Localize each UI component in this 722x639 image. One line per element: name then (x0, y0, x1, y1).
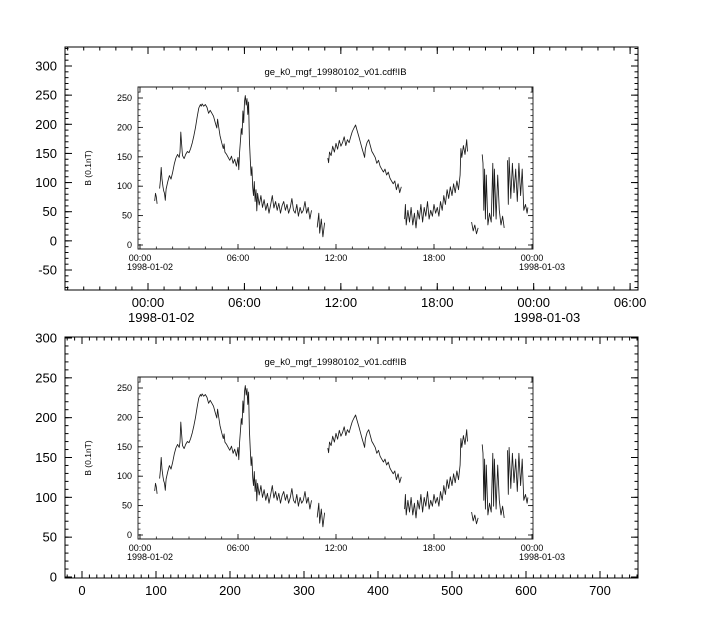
axis-box (138, 377, 533, 539)
x-tick-label: 200 (219, 583, 241, 598)
inner-plot-title: ge_k0_mgf_19980102_v01.cdf!IB (264, 67, 407, 78)
inner-x-tick-label: 00:00 (520, 543, 544, 553)
inner-x-tick-label: 18:00 (422, 543, 446, 553)
x-tick-label: 0 (78, 583, 86, 598)
y-tick-label: 50 (42, 204, 57, 220)
x-tick-label: 500 (441, 583, 463, 598)
x-tick-label: 00:00 (517, 295, 550, 310)
y-tick-label: 0 (49, 233, 57, 249)
y-tick-label: 100 (35, 175, 57, 191)
inner-y-tick-label: 0 (126, 240, 132, 250)
inner-y-tick-label: 150 (116, 441, 132, 452)
inner-y-tick-label: 250 (116, 93, 132, 103)
inner-x-tick-label: 06:00 (226, 543, 250, 553)
inner-y-axis-label: B (0.1nT) (83, 150, 93, 186)
inner-y-tick-label: 50 (121, 210, 132, 221)
inner-plot-top (83, 67, 565, 272)
y-tick-label: 200 (35, 116, 57, 132)
inner-y-tick-label: 0 (126, 530, 132, 540)
y-tick-label: 50 (42, 529, 57, 545)
inner-y-tick-label: 100 (116, 471, 132, 482)
y-tick-label: 300 (35, 58, 57, 74)
inner-plot-title: ge_k0_mgf_19980102_v01.cdf!IB (264, 357, 407, 368)
inner-x-tick-label: 00:00 (128, 543, 152, 553)
y-tick-label: 200 (35, 410, 57, 426)
x-tick-label: 300 (293, 583, 315, 598)
inner-date-label: 1998-01-03 (518, 552, 566, 562)
y-tick-label: 100 (35, 489, 57, 505)
x-tick-label: 100 (145, 583, 167, 598)
inner-y-tick-label: 200 (116, 412, 132, 423)
x-tick-label: 12:00 (324, 295, 358, 310)
top-panel (35, 47, 646, 325)
inner-x-tick-label: 00:00 (520, 253, 544, 263)
y-tick-label: 150 (35, 145, 57, 161)
x-tick-label: 18:00 (420, 295, 454, 310)
inner-y-tick-label: 50 (121, 500, 132, 511)
inner-x-tick-label: 06:00 (226, 253, 250, 263)
x-tick-label: 400 (367, 583, 389, 598)
inner-y-tick-label: 100 (116, 181, 132, 192)
y-tick-label: 300 (35, 330, 57, 346)
x-tick-label: 06:00 (228, 295, 261, 310)
inner-y-tick-label: 250 (116, 383, 132, 393)
inner-x-tick-label: 12:00 (324, 543, 348, 553)
y-tick-label: 150 (35, 449, 57, 465)
bottom-panel (35, 330, 638, 598)
inner-x-tick-label: 12:00 (324, 253, 348, 263)
x-tick-label: 600 (515, 583, 537, 598)
y-tick-label: 0 (49, 569, 57, 585)
inner-date-label: 1998-01-02 (127, 552, 174, 562)
inner-y-tick-label: 200 (116, 122, 132, 133)
y-tick-label: -50 (38, 262, 57, 278)
inner-y-tick-label: 150 (116, 151, 132, 162)
series-path (155, 386, 528, 527)
inner-date-label: 1998-01-02 (127, 262, 174, 272)
date-label: 1998-01-02 (128, 310, 195, 325)
inner-x-tick-label: 00:00 (128, 253, 152, 263)
axis-box (65, 337, 638, 578)
axis-box (138, 87, 533, 249)
inner-x-tick-label: 18:00 (422, 253, 446, 263)
y-tick-label: 250 (35, 370, 57, 386)
inner-date-label: 1998-01-03 (518, 262, 566, 272)
date-label: 1998-01-03 (513, 310, 581, 325)
inner-plot-bottom (83, 357, 565, 562)
series-path (155, 96, 528, 237)
x-tick-label: 06:00 (613, 295, 647, 310)
y-tick-label: 250 (35, 87, 57, 103)
x-tick-label: 00:00 (131, 295, 165, 310)
inner-y-axis-label: B (0.1nT) (83, 440, 93, 476)
x-tick-label: 700 (589, 583, 611, 598)
